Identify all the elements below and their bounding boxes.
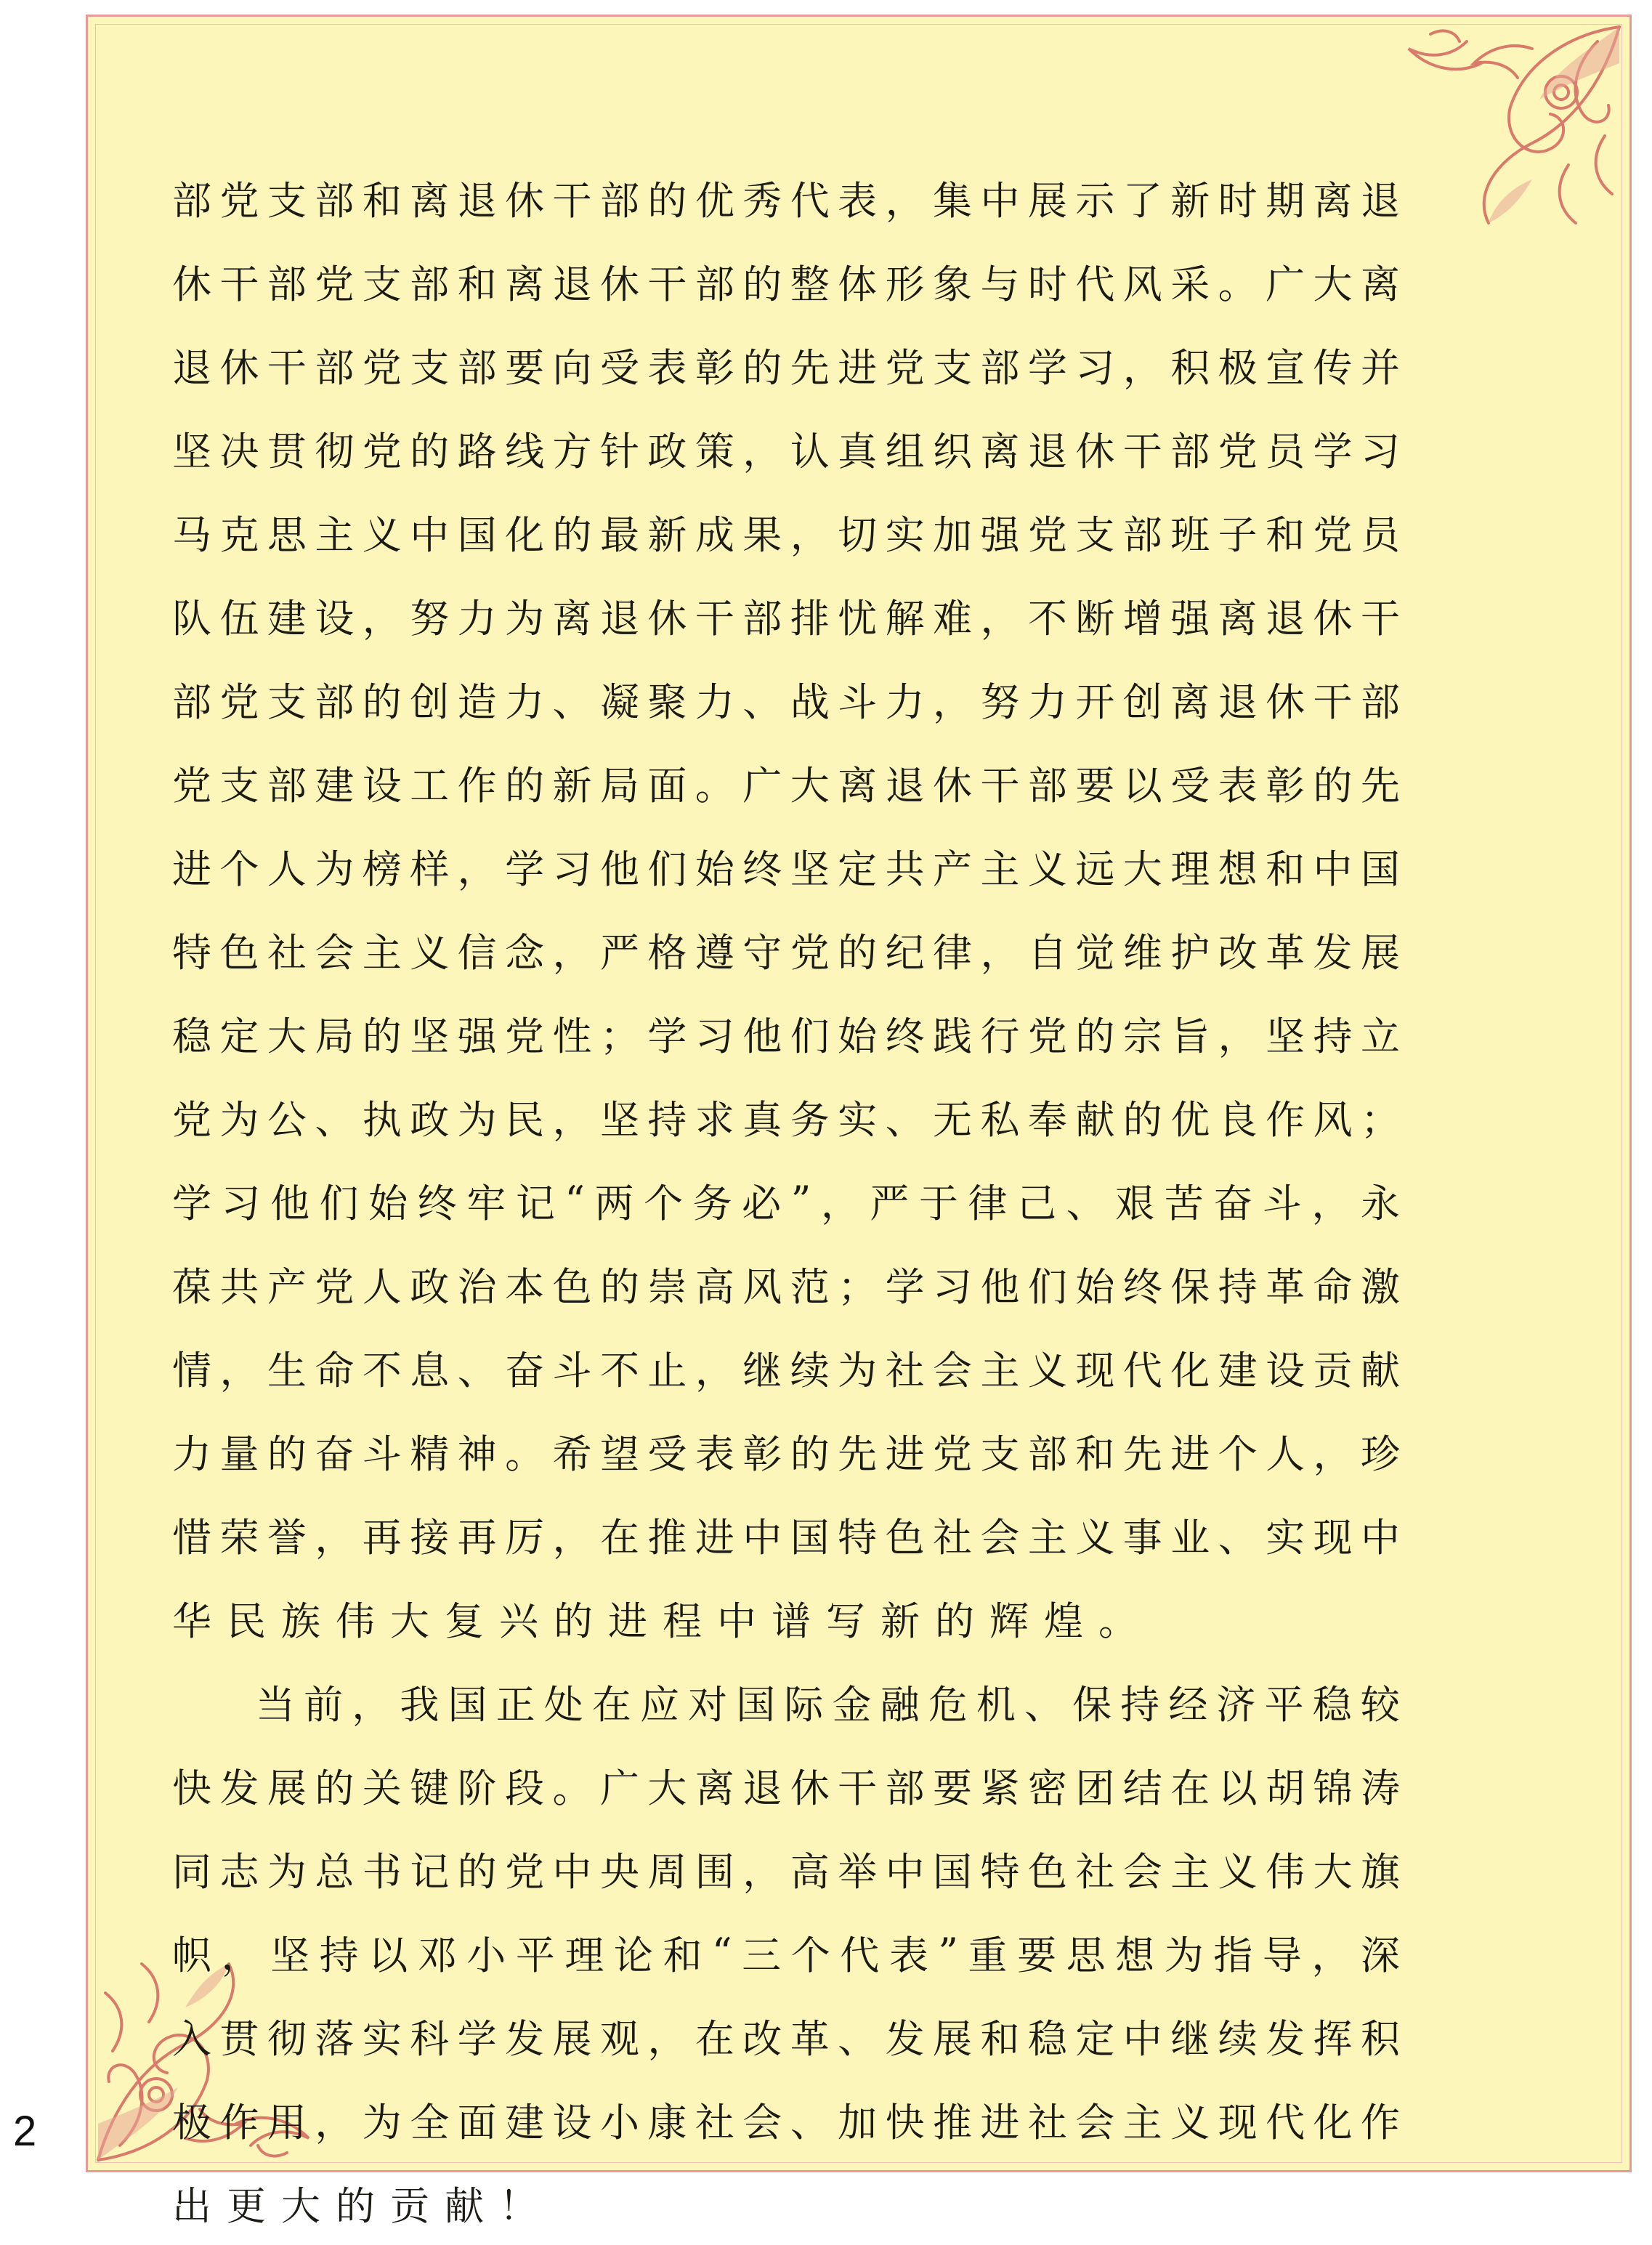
text-line: 葆 共 产 党 人 政 治 本 色 的 崇 高 风 范 ； 学 习 他 们 始 终 保 持 革 命 激 <box>172 1264 1400 1310</box>
text-line: 坚 决 贯 彻 党 的 路 线 方 针 政 策 ， 认 真 组 织 离 退 休 干 部 党 员 学 习 <box>172 429 1400 474</box>
text-line: 进 个 人 为 榜 样 ， 学 习 他 们 始 终 坚 定 共 产 主 义 远 大 理 想 和 中 国 <box>172 846 1400 892</box>
text-line: 惜 荣 誉 ， 再 接 再 厉 ， 在 推 进 中 国 特 色 社 会 主 义 事 业 、 实 现 中 <box>172 1515 1400 1561</box>
text-line: 部 党 支 部 和 离 退 休 干 部 的 优 秀 代 表 ， 集 中 展 示 了 新 时 期 离 退 <box>172 178 1400 224</box>
text-line: 力 量 的 奋 斗 精 神 。 希 望 受 表 彰 的 先 进 党 支 部 和 先 进 个 人 ， 珍 <box>172 1431 1400 1477</box>
text-line: 极 作 用 ， 为 全 面 建 设 小 康 社 会 、 加 快 推 进 社 会 主 义 现 代 化 作 <box>172 2100 1400 2145</box>
text-line: 稳 定 大 局 的 坚 强 党 性 ； 学 习 他 们 始 终 践 行 党 的 宗 旨 ， 坚 持 立 <box>172 1014 1400 1059</box>
paragraph-start-line: 当 前 ， 我 国 正 处 在 应 对 国 际 金 融 危 机 、 保 持 经 济 平 稳 较 <box>256 1682 1400 1728</box>
text-line: 同 志 为 总 书 记 的 党 中 央 周 围 ， 高 举 中 国 特 色 社 会 主 义 伟 大 旗 <box>172 1849 1400 1895</box>
text-line: 帜 ， 坚 持 以 邓 小 平 理 论 和 “ 三 个 代 表 ” 重 要 思 想 为 指 导 ， 深 <box>172 1930 1400 1978</box>
page-number: 2 <box>13 2108 37 2155</box>
text-line: 党 支 部 建 设 工 作 的 新 局 面 。 广 大 离 退 休 干 部 要 以 受 表 彰 的 先 <box>172 763 1400 809</box>
text-line: 学 习 他 们 始 终 牢 记 “ 两 个 务 必 ” ， 严 于 律 己 、 艰 苦 奋 斗 ， 永 <box>172 1178 1400 1226</box>
paragraph-end-line: 华民族伟大复兴的进程中谱写新的辉煌。 <box>172 1598 1153 1644</box>
text-line: 特 色 社 会 主 义 信 念 ， 严 格 遵 守 党 的 纪 律 ， 自 觉 维 护 改 革 发 展 <box>172 930 1400 976</box>
floral-corner-ornament-icon <box>1387 20 1627 230</box>
text-line: 情 ， 生 命 不 息 、 奋 斗 不 止 ， 继 续 为 社 会 主 义 现 代 化 建 设 贡 献 <box>172 1348 1400 1393</box>
body-text <box>172 156 1400 2245</box>
text-line: 休 干 部 党 支 部 和 离 退 休 干 部 的 整 体 形 象 与 时 代 风 采 。 广 大 离 <box>172 262 1400 307</box>
paragraph-end-line: 出更大的贡献！ <box>172 2183 554 2229</box>
text-line: 退 休 干 部 党 支 部 要 向 受 表 彰 的 先 进 党 支 部 学 习 ， 积 极 宣 传 并 <box>172 345 1400 391</box>
text-line: 快 发 展 的 关 键 阶 段 。 广 大 离 退 休 干 部 要 紧 密 团 结 在 以 胡 锦 涛 <box>172 1765 1400 1811</box>
text-line: 党 为 公 、 执 政 为 民 ， 坚 持 求 真 务 实 、 无 私 奉 献 的 优 良 作 风 ； <box>172 1097 1400 1143</box>
text-line: 入 贯 彻 落 实 科 学 发 展 观 ， 在 改 革 、 发 展 和 稳 定 中 继 续 发 挥 积 <box>172 2016 1400 2062</box>
text-line: 队 伍 建 设 ， 努 力 为 离 退 休 干 部 排 忧 解 难 ， 不 断 增 强 离 退 休 干 <box>172 596 1400 642</box>
text-line: 部 党 支 部 的 创 造 力 、 凝 聚 力 、 战 斗 力 ， 努 力 开 创 离 退 休 干 部 <box>172 679 1400 725</box>
text-line: 马 克 思 主 义 中 国 化 的 最 新 成 果 ， 切 实 加 强 党 支 部 班 子 和 党 员 <box>172 512 1400 558</box>
